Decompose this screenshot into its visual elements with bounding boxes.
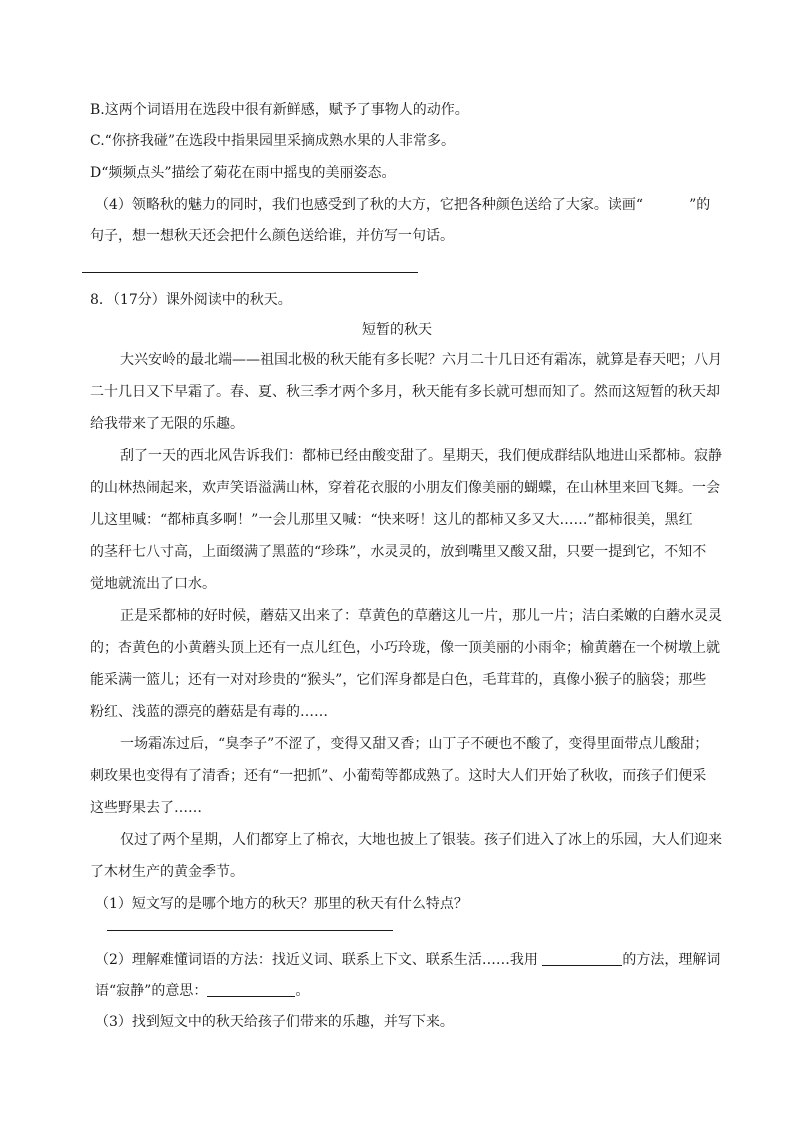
p4-line-1: 一场霜冻过后，“臭李子”不涩了，变得又甜又香；山丁子不硬也不酸了，变得里面带点儿酸甜； — [120, 736, 709, 752]
p1-line-1: 大兴安岭的最北端——祖国北极的秋天能有多长呢？六月二十几日还有霜冻，就算是春天吧；八月 — [120, 352, 722, 368]
q8-sub2-meaning-blank[interactable] — [207, 982, 295, 997]
article-title: 短暂的秋天 — [362, 322, 432, 338]
p3-line-4: 粉红、浅蓝的漂亮的蘑菇是有毒的…… — [90, 704, 328, 720]
q7-sub4-text-a: （4）领略秋的魅力的同时，我们也感受到了秋的大方，它把各种颜色送给了大家。读画“ — [95, 197, 644, 213]
q7-sub4-line1 — [95, 195, 735, 215]
q8-sub2-method-blank[interactable] — [542, 951, 622, 966]
p4-line-3: 这些野果去了…… — [90, 800, 202, 816]
p2-line-5: 觉地就流出了口水。 — [90, 576, 216, 592]
q8-sub2-line2 — [95, 981, 735, 1001]
q7-option-b: B.这两个词语用在选段中很有新鲜感，赋予了事物人的动作。 — [90, 102, 469, 118]
q7-sub4-line2: 句子，想一想秋天还会把什么颜色送给谁，并仿写一句话。 — [90, 228, 454, 244]
q8-sub1: （1）短文写的是哪个地方的秋天？那里的秋天有什么特点？ — [95, 896, 468, 912]
p2-line-3: 儿这里喊：“都柿真多啊！”一会儿那里又喊：“快来呀！这儿的都柿又多又大……”都柿很美，黑红 — [90, 512, 693, 528]
p5-line-2: 了木材生产的黄金季节。 — [90, 864, 244, 880]
p2-line-2: 的山林热闹起来，欢声笑语溢满山林，穿着花衣服的小朋友们像美丽的蝴蝶，在山林里来回飞舞。一会 — [90, 480, 720, 496]
q8-sub1-answer-line[interactable] — [107, 930, 393, 931]
q8-sub2-line1 — [95, 950, 735, 970]
q7-option-c: C.“你挤我碰”在选段中指果园里采摘成熟水果的人非常多。 — [90, 133, 455, 149]
p3-line-1: 正是采都柿的好时候，蘑菇又出来了：草黄色的草蘑这儿一片，那儿一片；洁白柔嫩的白蘑水灵灵 — [120, 608, 722, 624]
q8-sub3: （3）找到短文中的秋天给孩子们带来的乐趣，并写下来。 — [95, 1014, 454, 1030]
q8-sub2-text-a: （2）理解难懂词语的方法：找近义词、联系上下文、联系生活……我用 — [95, 952, 538, 968]
p2-line-1: 刮了一天的西北风告诉我们：都柿已经由酸变甜了。星期天，我们便成群结队地进山采都柿。寂静 — [120, 448, 722, 464]
q8-header: 8．（17分）课外阅读中的秋天。 — [90, 292, 292, 308]
q8-sub2-text-b: 的方法，理解词 — [622, 952, 721, 968]
q7-option-d: D“频频点头”描绘了菊花在雨中摇曳的美丽姿态。 — [90, 165, 396, 181]
p3-line-2: 的；杏黄色的小黄蘑头顶上还有一点儿红色，小巧玲珑，像一顶美丽的小雨伞；榆黄蘑在一个树墩上就 — [90, 640, 720, 656]
p2-line-4: 的茎秆七八寸高，上面缀满了黑蓝的“珍珠”，水灵灵的，放到嘴里又酸又甜，只要一提到它，不知不 — [90, 544, 707, 560]
p4-line-2: 刺玫果也变得有了清香；还有“一把抓”、小葡萄等都成熟了。这时大人们开始了秋收，而孩子们便采 — [90, 768, 707, 784]
q7-sub4-text-b: ”的 — [689, 197, 711, 213]
p1-line-2: 二十几日又下早霜了。春、夏、秋三季才两个多月，秋天能有多长就可想而知了。然而这短暂的秋天却 — [90, 384, 720, 400]
q7-answer-line[interactable] — [82, 272, 418, 273]
p5-line-1: 仅过了两个星期，人们都穿上了棉衣，大地也披上了银装。孩子们进入了冰上的乐园，大人们迎来 — [120, 832, 722, 848]
q8-sub2-text-c: 语“寂静”的意思： — [95, 983, 208, 999]
p1-line-3: 给我带来了无限的乐趣。 — [90, 416, 244, 432]
q8-sub2-text-d: 。 — [295, 983, 310, 999]
p3-line-3: 能采满一篮儿；还有一对对珍贵的“猴头”，它们浑身都是白色，毛茸茸的，真像小猴子的脑袋；那些 — [90, 672, 707, 688]
